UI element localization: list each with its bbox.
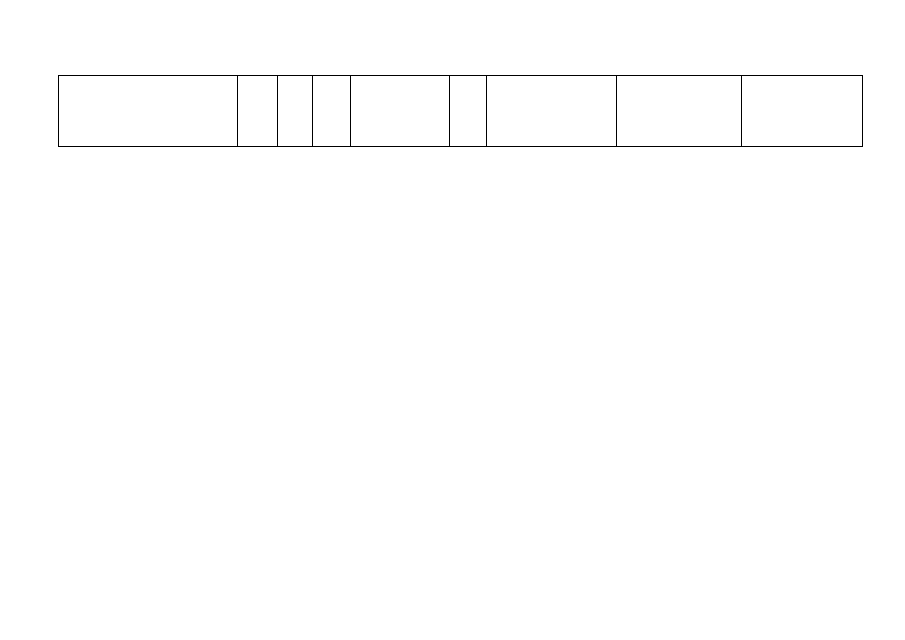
header-csr xyxy=(350,76,449,146)
header-executed xyxy=(616,76,741,146)
header-pr xyxy=(312,76,350,146)
header-rz xyxy=(277,76,312,146)
header-vr xyxy=(449,76,486,146)
table-header xyxy=(58,75,863,147)
header-name xyxy=(59,76,237,146)
header-deviation xyxy=(741,76,863,146)
header-ved xyxy=(237,76,277,146)
header-approved xyxy=(486,76,616,146)
